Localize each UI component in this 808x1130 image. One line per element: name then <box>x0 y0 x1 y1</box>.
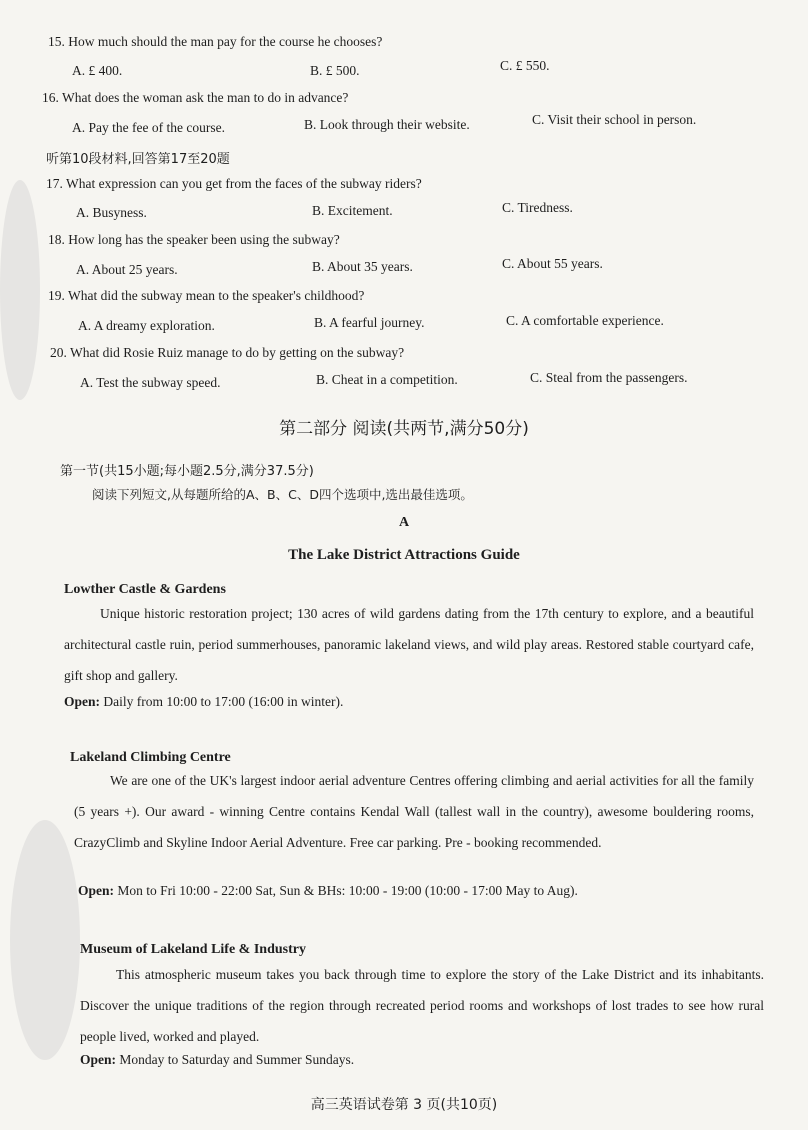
opening-hours <box>80 1052 354 1068</box>
instruction-text: 听第10段材料,回答第17至20题 <box>46 152 230 167</box>
opening-hours <box>64 694 343 710</box>
scan-smudge <box>10 820 80 1060</box>
option-18c: C. About 55 years. <box>502 256 603 271</box>
option-20a: A. Test the subway speed. <box>80 375 221 390</box>
question-18: 18. How long has the speaker been using the subway? <box>48 232 340 247</box>
option-17c: C. Tiredness. <box>502 200 573 215</box>
attraction-heading: Museum of Lakeland Life & Industry <box>80 942 306 957</box>
option-17b: B. Excitement. <box>312 203 393 218</box>
question-16: 16. What does the woman ask the man to do in advance? <box>42 90 349 105</box>
attraction-body: We are one of the UK's largest indoor aerial adventure Centres offering climbing and aerial activities for all the family (5 years +). Our award - winning Centre contains Kendal Wall (tallest wall in the country), awesome bouldering rooms, CrazyClimb and Skyline Indoor Aerial Adventure. Free car parking. Pre - booking recommended. <box>74 773 754 850</box>
option-15c: C. £ 550. <box>500 58 550 73</box>
option-20b: B. Cheat in a competition. <box>316 372 458 387</box>
option-20c: C. Steal from the passengers. <box>530 370 688 385</box>
option-18a: A. About 25 years. <box>76 262 178 277</box>
option-19b: B. A fearful journey. <box>314 315 425 330</box>
option-16c: C. Visit their school in person. <box>532 112 697 127</box>
attraction-body: Unique historic restoration project; 130 acres of wild gardens dating from the 17th century to explore, and a beautiful architectural castle ruin, period summerhouses, panoramic lakeland views, and wild play areas. Restored stable courtyard cafe, gift shop and gallery. <box>64 606 754 683</box>
open-label: Open: <box>78 883 115 898</box>
question-19: 19. What did the subway mean to the speaker's childhood? <box>48 288 365 303</box>
guide-title: The Lake District Attractions Guide <box>288 547 520 563</box>
option-16b: B. Look through their website. <box>304 117 470 132</box>
open-text: Monday to Saturday and Summer Sundays. <box>119 1052 355 1067</box>
opening-hours <box>78 883 578 899</box>
option-17a: A. Busyness. <box>76 205 147 220</box>
question-15: 15. How much should the man pay for the course he chooses? <box>48 34 383 49</box>
section1-title: 第一节(共15小题;每小题2.5分,满分37.5分) <box>60 464 314 479</box>
section1-instruction: 阅读下列短文,从每题所给的A、B、C、D四个选项中,选出最佳选项。 <box>92 487 473 502</box>
option-16a: A. Pay the fee of the course. <box>72 120 225 135</box>
option-19a: A. A dreamy exploration. <box>78 318 215 333</box>
passage-label: A <box>398 515 410 530</box>
option-19c: C. A comfortable experience. <box>506 313 664 328</box>
option-18b: B. About 35 years. <box>312 259 413 274</box>
option-15a: A. £ 400. <box>72 63 123 78</box>
open-label: Open: <box>80 1052 117 1067</box>
attraction-body: This atmospheric museum takes you back through time to explore the story of the Lake District and its inhabitants. Discover the unique traditions of the region through recreated period rooms and workshops of lost trades to see how rural people lived, worked and played. <box>80 967 764 1044</box>
open-label: Open: <box>64 694 101 709</box>
attraction-heading: Lakeland Climbing Centre <box>70 750 231 765</box>
open-text: Daily from 10:00 to 17:00 (16:00 in winter). <box>103 694 344 709</box>
question-20: 20. What did Rosie Ruiz manage to do by getting on the subway? <box>50 345 405 360</box>
page-footer: 高三英语试卷第 3 页(共10页) <box>310 1097 498 1113</box>
part2-title: 第二部分 阅读(共两节,满分50分) <box>279 419 529 439</box>
open-text: Mon to Fri 10:00 - 22:00 Sat, Sun & BHs: 10:00 - 19:00 (10:00 - 17:00 May to Aug). <box>117 883 578 898</box>
question-17: 17. What expression can you get from the faces of the subway riders? <box>46 176 422 191</box>
scan-smudge <box>0 180 40 400</box>
option-15b: B. £ 500. <box>310 63 360 78</box>
attraction-heading: Lowther Castle & Gardens <box>64 582 226 597</box>
